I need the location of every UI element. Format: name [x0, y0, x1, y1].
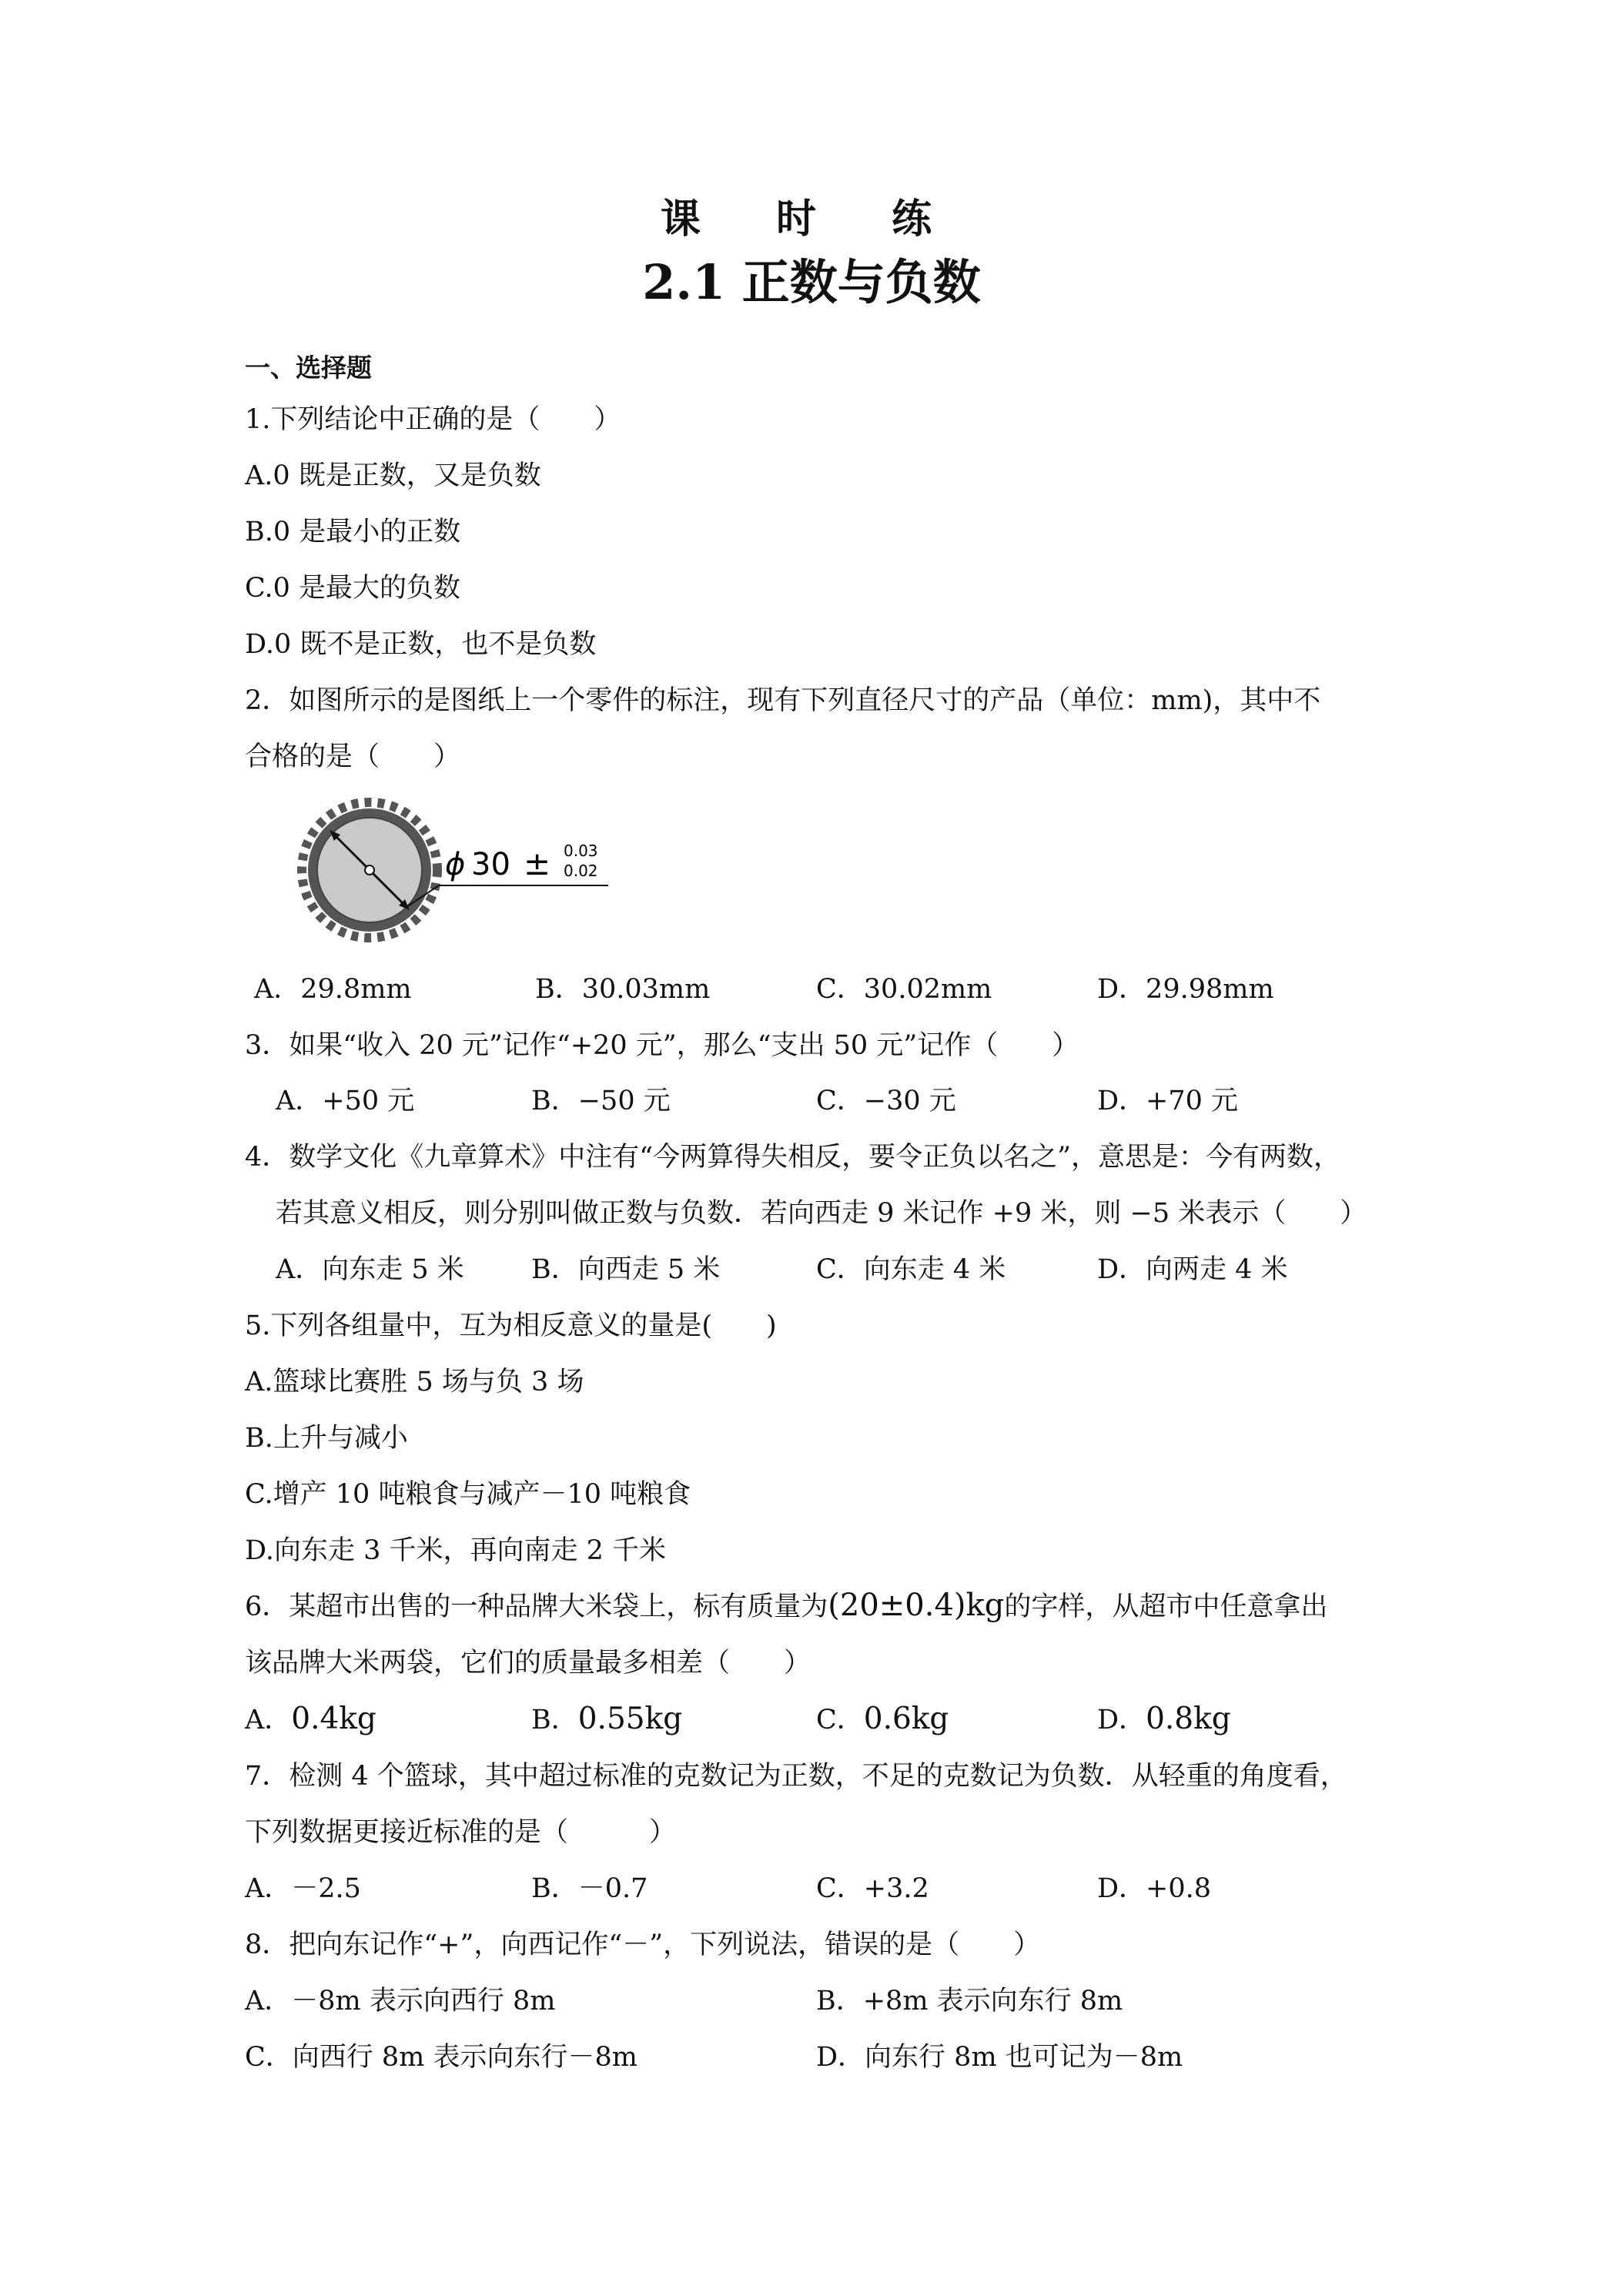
question-6-option-b-value: 0.55kg [577, 1702, 683, 1736]
question-6-stem-line-2: 该品牌大米两袋，它们的质量最多相差（ ） [245, 1648, 812, 1678]
page-subtitle: 课 时 练 [660, 196, 963, 243]
question-5-option-c: C.增产 10 吨粮食与减产－10 吨粮食 [245, 1479, 691, 1510]
center-point [365, 865, 374, 875]
question-6-option-d-value: 0.8kg [1146, 1702, 1231, 1736]
question-2-option-d: D．29.98mm [1097, 974, 1274, 1005]
question-5-option-b: B.上升与减小 [245, 1423, 408, 1454]
question-1-stem: 1.下列结论中正确的是（ ） [245, 404, 621, 435]
question-7-option-d: D．+0.8 [1097, 1873, 1212, 1904]
question-6-option-d-letter: D． [1097, 1705, 1146, 1735]
diameter-symbol: ϕ [445, 847, 466, 882]
question-6-stem-text-b: 的字样，从超市中任意拿出 [1004, 1591, 1328, 1622]
question-8-stem: 8．把向东记作“+”，向西记作“－”，下列说法，错误的是（ ） [245, 1930, 1041, 1960]
question-5-option-a: A.篮球比赛胜 5 场与负 3 场 [245, 1367, 584, 1397]
question-6-stem-text-a: 6．某超市出售的一种品牌大米袋上，标有质量为 [245, 1591, 828, 1622]
question-4-option-a: A．向东走 5 米 [276, 1254, 464, 1285]
question-4-option-c: C．向东走 4 米 [816, 1254, 1006, 1285]
question-6-option-d [1097, 1700, 1231, 1739]
gear-diagram [293, 793, 616, 947]
question-3-option-d: D．+70 元 [1097, 1086, 1239, 1116]
question-2-stem-line-2: 合格的是（ ） [245, 741, 461, 772]
question-6-option-b [531, 1700, 682, 1739]
question-6-option-a-value: 0.4kg [291, 1702, 376, 1736]
question-7-stem-line-1: 7．检测 4 个篮球，其中超过标准的克数记为正数，不足的克数记为负数．从轻重的角度看， [245, 1761, 1347, 1792]
question-6-stem-math: (20±0.4)kg [828, 1588, 1005, 1623]
question-3-option-b: B．−50 元 [531, 1086, 671, 1116]
page-title: 2.1 正数与负数 [642, 254, 981, 310]
question-6-stem-line-1 [245, 1586, 1327, 1626]
question-2-stem-line-1: 2．如图所示的是图纸上一个零件的标注，现有下列直径尺寸的产品（单位：mm)，其中不 [245, 685, 1321, 716]
diameter-value: 30 [471, 847, 510, 882]
question-6-option-a [245, 1700, 376, 1739]
question-6-option-b-letter: B． [531, 1705, 578, 1735]
question-5-option-d: D.向东走 3 千米，再向南走 2 千米 [245, 1535, 666, 1566]
question-6-option-c-value: 0.6kg [863, 1702, 949, 1736]
question-4-stem-line-1: 4．数学文化《九章算术》中注有“今两算得失相反，要令正负以名之”，意思是：今有两数， [245, 1142, 1341, 1173]
question-1-option-b: B.0 是最小的正数 [245, 517, 461, 547]
question-1-option-d: D.0 既不是正数，也不是负数 [245, 629, 597, 660]
question-8-option-a: A．－8m 表示向西行 8m [245, 1986, 556, 2017]
tolerance-upper: 0.03 [564, 842, 598, 860]
question-2-option-c: C．30.02mm [816, 974, 992, 1005]
question-1-option-a: A.0 既是正数，又是负数 [245, 460, 541, 491]
question-3-stem: 3．如果“收入 20 元”记作“+20 元”，那么“支出 50 元”记作（ ） [245, 1030, 1079, 1061]
question-7-option-c: C．+3.2 [816, 1873, 929, 1904]
question-2-option-a: A．29.8mm [254, 974, 412, 1005]
question-8-option-b: B．+8m 表示向东行 8m [816, 1986, 1123, 2017]
question-6-option-c [816, 1700, 949, 1739]
question-7-stem-line-2: 下列数据更接近标准的是（ ） [245, 1817, 677, 1848]
question-6-option-c-letter: C． [816, 1705, 864, 1735]
question-4-stem-line-2: 若其意义相反，则分别叫做正数与负数．若向西走 9 米记作 +9 米，则 −5 米表示（ ） [276, 1198, 1367, 1229]
question-8-option-c: C．向西行 8m 表示向东行－8m [245, 2042, 637, 2073]
section-heading: 一、选择题 [245, 353, 372, 383]
question-7-option-b: B．－0.7 [531, 1873, 648, 1904]
question-7-option-a: A．－2.5 [245, 1873, 361, 1904]
tolerance-lower: 0.02 [564, 862, 598, 880]
question-6-option-a-letter: A． [245, 1705, 292, 1735]
question-2-option-b: B．30.03mm [535, 974, 711, 1005]
question-8-option-d: D．向东行 8m 也可记为－8m [816, 2042, 1183, 2073]
question-4-option-d: D．向两走 4 米 [1097, 1254, 1288, 1285]
question-5-stem: 5.下列各组量中，互为相反意义的量是( ) [245, 1310, 777, 1341]
question-3-option-a: A．+50 元 [276, 1086, 415, 1116]
question-1-option-c: C.0 是最大的负数 [245, 573, 461, 604]
question-3-option-c: C．−30 元 [816, 1086, 956, 1116]
question-4-option-b: B．向西走 5 米 [531, 1254, 721, 1285]
plus-minus-sign: ± [524, 845, 551, 882]
